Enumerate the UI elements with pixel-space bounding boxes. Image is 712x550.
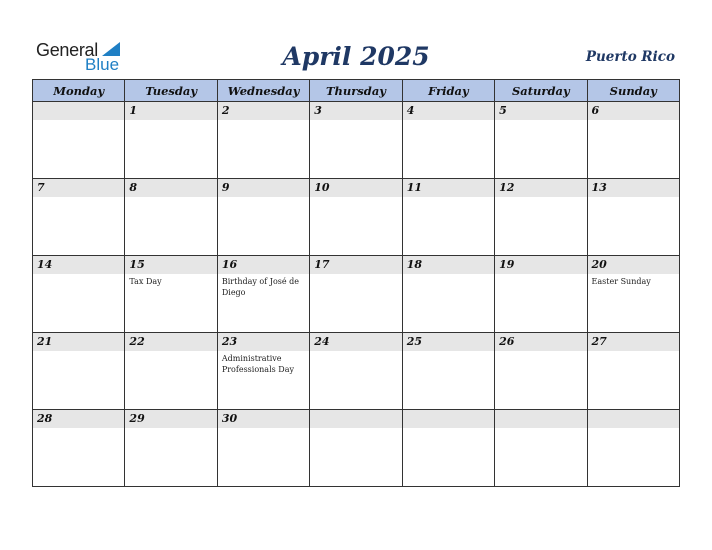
day-number: 16	[221, 258, 238, 271]
day-header-band	[588, 410, 679, 428]
day-cell[interactable]	[587, 179, 679, 256]
day-cell[interactable]	[125, 179, 217, 256]
day-cell[interactable]	[125, 333, 217, 410]
day-header-band	[310, 410, 401, 428]
day-number: 30	[221, 412, 238, 425]
day-cell[interactable]	[217, 410, 309, 487]
day-header-band	[310, 102, 401, 120]
weekday-friday: Friday	[402, 80, 494, 102]
day-cell[interactable]	[310, 256, 402, 333]
day-header-band	[403, 102, 494, 120]
day-cell[interactable]	[125, 256, 217, 333]
day-cell[interactable]	[33, 102, 125, 179]
weekday-header-row	[33, 80, 680, 102]
day-header-band	[588, 102, 679, 120]
day-cell[interactable]	[402, 179, 494, 256]
week-row	[33, 410, 680, 487]
calendar-title: April 2025	[282, 42, 430, 71]
holiday-event: Tax Day	[129, 277, 162, 286]
holiday-event: Administrative Professionals Day	[221, 354, 294, 374]
day-cell[interactable]	[402, 256, 494, 333]
day-number: 17	[314, 258, 330, 271]
day-number: 1	[129, 104, 138, 117]
day-header-band	[33, 102, 124, 120]
day-cell[interactable]	[310, 102, 402, 179]
weekday-thursday: Thursday	[310, 80, 402, 102]
day-cell[interactable]	[310, 179, 402, 256]
day-cell[interactable]	[125, 410, 217, 487]
day-number: 9	[221, 181, 230, 194]
day-number: 29	[129, 412, 145, 425]
week-row	[33, 179, 680, 256]
day-header-band	[495, 102, 586, 120]
day-cell[interactable]	[402, 102, 494, 179]
day-number: 23	[221, 335, 238, 348]
day-cell[interactable]	[310, 410, 402, 487]
day-cell[interactable]	[495, 410, 587, 487]
day-number: 2	[221, 104, 230, 117]
day-cell[interactable]	[402, 410, 494, 487]
day-header-band	[495, 410, 586, 428]
day-number: 19	[499, 258, 515, 271]
day-number: 25	[406, 335, 422, 348]
day-header-band	[403, 410, 494, 428]
day-number: 26	[499, 335, 515, 348]
day-number: 22	[129, 335, 145, 348]
day-number: 6	[591, 104, 600, 117]
weekday-tuesday: Tuesday	[125, 80, 217, 102]
calendar-grid	[32, 79, 680, 487]
day-header-band	[125, 102, 216, 120]
day-cell[interactable]	[33, 179, 125, 256]
day-cell[interactable]	[125, 102, 217, 179]
day-cell[interactable]	[495, 256, 587, 333]
day-number: 13	[591, 181, 607, 194]
day-cell[interactable]	[217, 102, 309, 179]
week-row	[33, 102, 680, 179]
day-cell[interactable]	[402, 333, 494, 410]
weekday-saturday: Saturday	[495, 80, 587, 102]
day-number: 27	[591, 335, 607, 348]
day-cell[interactable]	[217, 179, 309, 256]
weekday-wednesday: Wednesday	[217, 80, 309, 102]
day-number: 24	[314, 335, 330, 348]
week-row	[33, 256, 680, 333]
day-number: 4	[406, 104, 415, 117]
day-header-band	[125, 179, 216, 197]
day-cell[interactable]	[217, 256, 309, 333]
day-number: 10	[314, 181, 330, 194]
holiday-event: Birthday of José de Diego	[221, 277, 300, 297]
day-header-band	[218, 179, 309, 197]
country-label: Puerto Rico	[585, 49, 675, 65]
day-cell[interactable]	[587, 102, 679, 179]
day-number: 8	[129, 181, 138, 194]
weekday-sunday: Sunday	[587, 80, 679, 102]
weekday-monday: Monday	[33, 80, 125, 102]
day-cell[interactable]	[33, 333, 125, 410]
day-cell[interactable]	[33, 410, 125, 487]
logo-word-general: General	[36, 40, 98, 60]
day-cell[interactable]	[587, 256, 679, 333]
day-number: 15	[129, 258, 145, 271]
day-number: 20	[591, 258, 607, 271]
day-number: 5	[499, 104, 507, 117]
day-number: 14	[37, 258, 53, 271]
day-number: 12	[499, 181, 515, 194]
day-cell[interactable]	[495, 102, 587, 179]
day-cell[interactable]	[310, 333, 402, 410]
holiday-event: Easter Sunday	[591, 277, 651, 286]
day-number: 18	[406, 258, 422, 271]
day-cell[interactable]	[495, 179, 587, 256]
day-cell[interactable]	[33, 256, 125, 333]
logo-word-blue: Blue	[85, 55, 120, 74]
day-number: 11	[406, 181, 422, 194]
day-number: 3	[314, 104, 322, 117]
day-cell[interactable]	[495, 333, 587, 410]
day-cell[interactable]	[587, 410, 679, 487]
day-number: 28	[37, 412, 53, 425]
day-cell[interactable]	[217, 333, 309, 410]
day-header-band	[218, 102, 309, 120]
day-number: 7	[37, 181, 45, 194]
week-row	[33, 333, 680, 410]
day-number: 21	[37, 335, 53, 348]
day-cell[interactable]	[587, 333, 679, 410]
day-header-band	[33, 179, 124, 197]
